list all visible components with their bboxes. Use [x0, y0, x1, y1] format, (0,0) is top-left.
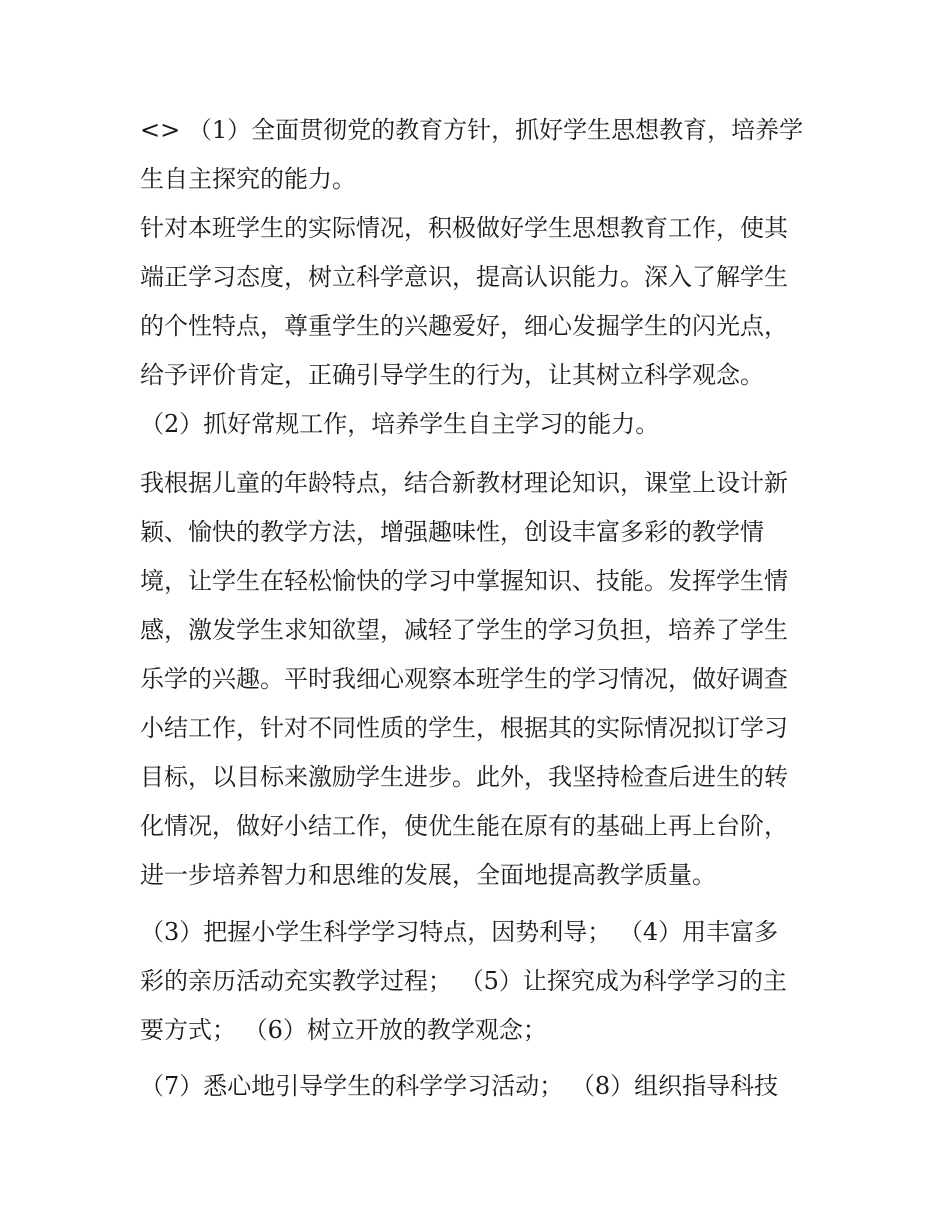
text-line-8: 我根据儿童的年龄特点，结合新教材理论知识，课堂上设计新	[140, 469, 788, 497]
text-line-19: 要方式； （6）树立开放的教学观念；	[140, 1016, 547, 1044]
text-line-1: <> （1）全面贯彻党的教育方针，抓好学生思想教育，培养学	[140, 116, 804, 144]
text-line-15: 化情况，做好小结工作，使优生能在原有的基础上再上台阶，	[140, 812, 788, 840]
text-line-10: 境，让学生在轻松愉快的学习中掌握知识、技能。发挥学生情	[140, 567, 788, 595]
text-line-5: 的个性特点，尊重学生的兴趣爱好，细心发掘学生的闪光点，	[140, 312, 788, 340]
text-line-7: （2）抓好常规工作，培养学生自主学习的能力。	[140, 410, 660, 438]
text-line-11: 感，激发学生求知欲望，减轻了学生的学习负担，培养了学生	[140, 616, 788, 644]
text-line-4: 端正学习态度，树立科学意识，提高认识能力。深入了解学生	[140, 263, 788, 291]
text-line-12: 乐学的兴趣。平时我细心观察本班学生的学习情况，做好调查	[140, 665, 788, 693]
text-line-3: 针对本班学生的实际情况，积极做好学生思想教育工作，使其	[140, 214, 788, 242]
text-line-17: （3）把握小学生科学学习特点，因势利导； （4）用丰富多	[140, 918, 779, 946]
text-line-18: 彩的亲历活动充实教学过程； （5）让探究成为科学学习的主	[140, 967, 787, 995]
text-line-9: 颖、愉快的教学方法，增强趣味性，创设丰富多彩的教学情	[140, 518, 764, 546]
text-line-20: （7）悉心地引导学生的科学学习活动； （8）组织指导科技	[140, 1072, 779, 1100]
text-line-2: 生自主探究的能力。	[140, 165, 356, 193]
text-line-16: 进一步培养智力和思维的发展，全面地提高教学质量。	[140, 861, 716, 889]
text-line-6: 给予评价肯定，正确引导学生的行为，让其树立科学观念。	[140, 361, 764, 389]
text-line-14: 目标，以目标来激励学生进步。此外，我坚持检查后进生的转	[140, 763, 788, 791]
text-line-13: 小结工作，针对不同性质的学生，根据其的实际情况拟订学习	[140, 714, 788, 742]
